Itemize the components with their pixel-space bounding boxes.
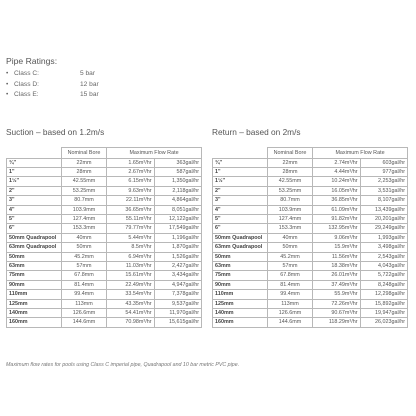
flow-m3-cell: 72.26m³/hr [313, 299, 361, 308]
pipe-size-cell: 1½" [7, 177, 62, 186]
flow-gal-cell: 2,118gal/hr [154, 186, 202, 195]
table-row [7, 196, 202, 205]
flow-m3-cell: 55.9m³/hr [313, 290, 361, 299]
table-row [213, 271, 408, 280]
bore-header: Nominal Bore [62, 148, 107, 159]
return-table [212, 147, 408, 328]
pipe-size-cell: 110mm [213, 290, 268, 299]
flow-m3-cell: 2.74m³/hr [313, 158, 361, 167]
suction-table-body [7, 158, 202, 327]
flow-gal-cell: 8,248gal/hr [360, 280, 408, 289]
flow-m3-cell: 10.24m³/hr [313, 177, 361, 186]
flow-m3-cell: 55.11m³/hr [107, 214, 155, 223]
table-row [213, 205, 408, 214]
flow-gal-cell: 4,043gal/hr [360, 261, 408, 270]
table-row [213, 186, 408, 195]
rating-row [6, 69, 120, 80]
flow-m3-cell: 5.44m³/hr [107, 233, 155, 242]
rating-row [6, 80, 120, 91]
pipe-size-cell: 5" [7, 214, 62, 223]
pipe-size-cell: 160mm [213, 318, 268, 327]
flow-m3-cell: 26.01m³/hr [313, 271, 361, 280]
nominal-bore-cell: 113mm [268, 299, 313, 308]
nominal-bore-cell: 53.25mm [62, 186, 107, 195]
pipe-size-cell: 140mm [7, 309, 62, 318]
flow-gal-cell: 17,549gal/hr [154, 224, 202, 233]
table-row [213, 299, 408, 308]
flow-m3-cell: 43.35m³/hr [107, 299, 155, 308]
table-row [7, 233, 202, 242]
nominal-bore-cell: 144.6mm [62, 318, 107, 327]
rating-class: Class D: [14, 80, 39, 88]
pipe-size-cell: 75mm [213, 271, 268, 280]
nominal-bore-cell: 22mm [62, 158, 107, 167]
pipe-size-cell: 3" [213, 196, 268, 205]
rating-value: 15 bar [80, 91, 99, 98]
table-row [7, 290, 202, 299]
flow-m3-cell: 2.67m³/hr [107, 167, 155, 176]
flow-gal-cell: 3,434gal/hr [154, 271, 202, 280]
pipe-size-cell: 63mm Quadrapool [213, 243, 268, 252]
flow-m3-cell: 9.63m³/hr [107, 186, 155, 195]
pipe-size-cell: 3" [7, 196, 62, 205]
pipe-size-cell: 4" [7, 205, 62, 214]
nominal-bore-cell: 126.6mm [62, 309, 107, 318]
pipe-size-cell: 110mm [7, 290, 62, 299]
flow-gal-cell: 2,253gal/hr [360, 177, 408, 186]
table-row [7, 261, 202, 270]
flow-gal-cell: 12,122gal/hr [154, 214, 202, 223]
nominal-bore-cell: 45.2mm [268, 252, 313, 261]
table-row [213, 177, 408, 186]
nominal-bore-cell: 57mm [268, 261, 313, 270]
table-row [213, 196, 408, 205]
pipe-size-cell: 50mm [7, 252, 62, 261]
table-row [213, 290, 408, 299]
nominal-bore-cell: 42.55mm [62, 177, 107, 186]
pipe-size-cell: 4" [213, 205, 268, 214]
flow-gal-cell: 15,892gal/hr [360, 299, 408, 308]
pipe-size-cell: 50mm Quadrapool [7, 233, 62, 242]
bullet-icon: • [6, 70, 9, 77]
nominal-bore-cell: 40mm [62, 233, 107, 242]
pipe-size-cell: 63mm [7, 261, 62, 270]
return-title: Return – based on 2m/s [212, 127, 301, 137]
flow-gal-cell: 26,023gal/hr [360, 318, 408, 327]
table-row [7, 214, 202, 223]
flow-gal-cell: 20,201gal/hr [360, 214, 408, 223]
pipe-size-cell: ¾" [7, 158, 62, 167]
flow-gal-cell: 4,864gal/hr [154, 196, 202, 205]
bullet-icon: • [6, 91, 9, 98]
flow-m3-cell: 132.95m³/hr [313, 224, 361, 233]
pipe-size-cell: 50mm [213, 252, 268, 261]
nominal-bore-cell: 103.9mm [268, 205, 313, 214]
table-row [7, 318, 202, 327]
pipe-size-cell: 2" [213, 186, 268, 195]
table-row [7, 299, 202, 308]
flow-m3-cell: 22.11m³/hr [107, 196, 155, 205]
nominal-bore-cell: 22mm [268, 158, 313, 167]
flow-m3-cell: 6.94m³/hr [107, 252, 155, 261]
flow-m3-cell: 6.15m³/hr [107, 177, 155, 186]
flow-header: Maximum Flow Rate [313, 148, 408, 159]
flow-m3-cell: 70.98m³/hr [107, 318, 155, 327]
nominal-bore-cell: 28mm [62, 167, 107, 176]
flow-m3-cell: 118.29m³/hr [313, 318, 361, 327]
nominal-bore-cell: 67.8mm [62, 271, 107, 280]
nominal-bore-cell: 80.7mm [62, 196, 107, 205]
nominal-bore-cell: 53.25mm [268, 186, 313, 195]
flow-m3-cell: 9.06m³/hr [313, 233, 361, 242]
flow-gal-cell: 7,378gal/hr [154, 290, 202, 299]
table-row [7, 243, 202, 252]
table-row [7, 158, 202, 167]
flow-gal-cell: 15,615gal/hr [154, 318, 202, 327]
pipe-size-cell: 75mm [7, 271, 62, 280]
flow-gal-cell: 11,970gal/hr [154, 309, 202, 318]
flow-gal-cell: 587gal/hr [154, 167, 202, 176]
pipe-size-cell: 90mm [7, 280, 62, 289]
flow-m3-cell: 4.44m³/hr [313, 167, 361, 176]
flow-gal-cell: 1,196gal/hr [154, 233, 202, 242]
flow-gal-cell: 1,350gal/hr [154, 177, 202, 186]
table-row [7, 224, 202, 233]
table-row [213, 233, 408, 242]
footnote: Maximum flow rates for pools using Class C imperial pipe, Quadrapool and 10 bar metric PVC pipe. [6, 362, 240, 368]
flow-gal-cell: 3,531gal/hr [360, 186, 408, 195]
flow-gal-cell: 12,298gal/hr [360, 290, 408, 299]
pipe-ratings-title: Pipe Ratings: [6, 56, 58, 66]
nominal-bore-cell: 80.7mm [268, 196, 313, 205]
pipe-size-cell: 1½" [213, 177, 268, 186]
nominal-bore-cell: 113mm [62, 299, 107, 308]
table-row [213, 243, 408, 252]
pipe-size-cell: 2" [7, 186, 62, 195]
pipe-size-cell: 90mm [213, 280, 268, 289]
flow-gal-cell: 5,722gal/hr [360, 271, 408, 280]
nominal-bore-cell: 126.6mm [268, 309, 313, 318]
rating-value: 12 bar [80, 80, 99, 88]
flow-gal-cell: 1,993gal/hr [360, 233, 408, 242]
rating-value: 5 bar [80, 70, 96, 77]
flow-gal-cell: 29,249gal/hr [360, 224, 408, 233]
flow-m3-cell: 8.5m³/hr [107, 243, 155, 252]
flow-m3-cell: 11.56m³/hr [313, 252, 361, 261]
table-row [213, 280, 408, 289]
pipe-size-cell: 5" [213, 214, 268, 223]
rating-row [6, 90, 120, 101]
flow-m3-cell: 11.03m³/hr [107, 261, 155, 270]
table-row [213, 214, 408, 223]
flow-m3-cell: 1.65m³/hr [107, 158, 155, 167]
flow-m3-cell: 15.9m³/hr [313, 243, 361, 252]
flow-m3-cell: 37.49m³/hr [313, 280, 361, 289]
table-row [7, 280, 202, 289]
size-header [213, 148, 268, 159]
flow-m3-cell: 91.82m³/hr [313, 214, 361, 223]
pipe-size-cell: 50mm Quadrapool [213, 233, 268, 242]
table-row [213, 261, 408, 270]
table-header-row [213, 148, 408, 159]
table-row [7, 309, 202, 318]
flow-gal-cell: 2,543gal/hr [360, 252, 408, 261]
rating-class: Class E: [14, 91, 39, 98]
pipe-size-cell: 125mm [7, 299, 62, 308]
flow-gal-cell: 1,870gal/hr [154, 243, 202, 252]
flow-gal-cell: 977gal/hr [360, 167, 408, 176]
nominal-bore-cell: 127.4mm [268, 214, 313, 223]
suction-section [6, 127, 202, 328]
flow-gal-cell: 1,526gal/hr [154, 252, 202, 261]
pipe-size-cell: 63mm [213, 261, 268, 270]
table-row [7, 205, 202, 214]
flow-m3-cell: 90.67m³/hr [313, 309, 361, 318]
nominal-bore-cell: 40mm [268, 233, 313, 242]
pipe-ratings [6, 56, 120, 101]
table-row [7, 177, 202, 186]
pipe-size-cell: 125mm [213, 299, 268, 308]
flow-gal-cell: 19,947gal/hr [360, 309, 408, 318]
flow-m3-cell: 61.09m³/hr [313, 205, 361, 214]
table-row [213, 167, 408, 176]
pipe-size-cell: 1" [7, 167, 62, 176]
flow-m3-cell: 15.61m³/hr [107, 271, 155, 280]
nominal-bore-cell: 99.4mm [62, 290, 107, 299]
flow-m3-cell: 33.54m³/hr [107, 290, 155, 299]
nominal-bore-cell: 67.8mm [268, 271, 313, 280]
flow-m3-cell: 22.49m³/hr [107, 280, 155, 289]
return-table-body [213, 158, 408, 327]
flow-m3-cell: 79.77m³/hr [107, 224, 155, 233]
pipe-size-cell: 160mm [7, 318, 62, 327]
suction-table [6, 147, 202, 328]
nominal-bore-cell: 153.3mm [268, 224, 313, 233]
table-row [7, 167, 202, 176]
table-row [7, 186, 202, 195]
flow-gal-cell: 9,537gal/hr [154, 299, 202, 308]
flow-gal-cell: 4,947gal/hr [154, 280, 202, 289]
flow-gal-cell: 8,051gal/hr [154, 205, 202, 214]
flow-m3-cell: 36.65m³/hr [107, 205, 155, 214]
table-row [213, 252, 408, 261]
nominal-bore-cell: 50mm [268, 243, 313, 252]
flow-gal-cell: 8,107gal/hr [360, 196, 408, 205]
nominal-bore-cell: 57mm [62, 261, 107, 270]
nominal-bore-cell: 81.4mm [62, 280, 107, 289]
flow-gal-cell: 363gal/hr [154, 158, 202, 167]
size-header [7, 148, 62, 159]
pipe-size-cell: 63mm Quadrapool [7, 243, 62, 252]
table-row [213, 224, 408, 233]
flow-m3-cell: 16.05m³/hr [313, 186, 361, 195]
nominal-bore-cell: 81.4mm [268, 280, 313, 289]
suction-title: Suction – based on 1.2m/s [6, 127, 105, 137]
nominal-bore-cell: 50mm [62, 243, 107, 252]
return-section [212, 127, 408, 328]
flow-m3-cell: 18.38m³/hr [313, 261, 361, 270]
nominal-bore-cell: 42.55mm [268, 177, 313, 186]
nominal-bore-cell: 99.4mm [268, 290, 313, 299]
bore-header: Nominal Bore [268, 148, 313, 159]
pipe-size-cell: 6" [213, 224, 268, 233]
rating-class: Class C: [14, 70, 39, 77]
pipe-size-cell: 6" [7, 224, 62, 233]
flow-gal-cell: 2,427gal/hr [154, 261, 202, 270]
table-row [213, 318, 408, 327]
flow-gal-cell: 3,498gal/hr [360, 243, 408, 252]
table-row [213, 309, 408, 318]
nominal-bore-cell: 103.9mm [62, 205, 107, 214]
flow-gal-cell: 603gal/hr [360, 158, 408, 167]
table-row [213, 158, 408, 167]
nominal-bore-cell: 127.4mm [62, 214, 107, 223]
nominal-bore-cell: 144.6mm [268, 318, 313, 327]
flow-gal-cell: 13,439gal/hr [360, 205, 408, 214]
table-header-row [7, 148, 202, 159]
pipe-size-cell: 140mm [213, 309, 268, 318]
nominal-bore-cell: 28mm [268, 167, 313, 176]
flow-m3-cell: 54.41m³/hr [107, 309, 155, 318]
nominal-bore-cell: 153.3mm [62, 224, 107, 233]
table-row [7, 271, 202, 280]
nominal-bore-cell: 45.2mm [62, 252, 107, 261]
pipe-size-cell: ¾" [213, 158, 268, 167]
flow-header: Maximum Flow Rate [107, 148, 202, 159]
bullet-icon: • [6, 80, 9, 88]
pipe-size-cell: 1" [213, 167, 268, 176]
flow-m3-cell: 36.85m³/hr [313, 196, 361, 205]
table-row [7, 252, 202, 261]
